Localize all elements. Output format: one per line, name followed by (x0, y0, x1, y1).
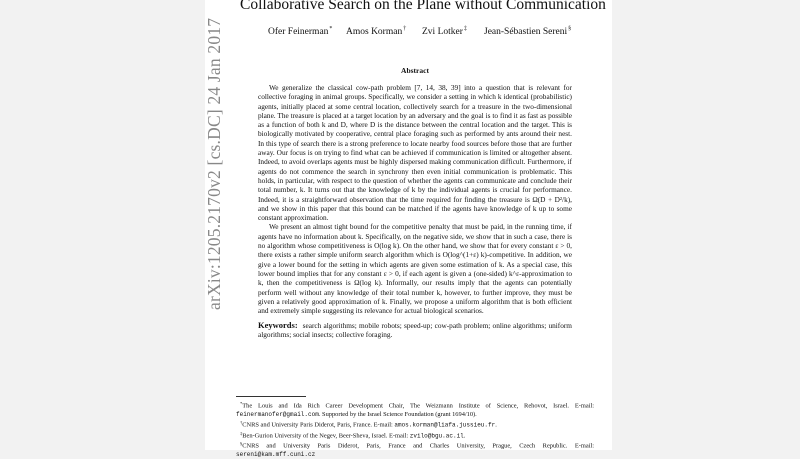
paper-title: Collaborative Search on the Plane without Communication (240, 0, 606, 13)
footnote-mark[interactable]: * (329, 26, 333, 32)
arxiv-identifier-stamp[interactable]: arXiv:1205.2170v2 [cs.DC] 24 Jan 2017 (204, 17, 224, 310)
keywords-label: Keywords: (258, 320, 298, 330)
footnote-mark[interactable]: ‡ (463, 26, 467, 32)
author-list (240, 26, 590, 42)
email-link[interactable]: feinermanofer@gmail.com (236, 410, 319, 418)
keywords-text: search algorithms; mobile robots; speed-up; cow-path problem; online algorithms; uniform algorithms; social insects; collective foraging. (258, 321, 572, 340)
author-name: Ofer Feinerman* (268, 26, 333, 37)
footnote: *The Louis and Ida Rich Career Development Chair, The Weizmann Institute of Science, Rehovot, Israel. E-mail: feinermanofer@gmail.com. Supported by the Israel Science Foundation (grant 1694/10). (236, 401, 594, 418)
abstract-heading: Abstract (401, 66, 429, 75)
footnote: ‡Ben-Gurion University of the Negev, Beer-Sheva, Israel. E-mail: zvilo@bgu.ac.il. (240, 430, 466, 440)
keywords-block (258, 321, 572, 340)
footnote: †CNRS and University Paris Diderot, Paris, France. E-mail: amos.korman@liafa.jussieu.fr. (240, 419, 497, 429)
footnote: §CNRS and University Paris Diderot, Paris, France and Charles University, Prague, Czech Republic. E-mail: sereni@kam.mff.cuni.cz (236, 441, 594, 459)
abstract-body (258, 83, 572, 315)
footnote-mark[interactable]: § (568, 26, 572, 32)
abstract-paragraph: We present an almost tight bound for the competitive penalty that must be paid, in the running time, if agents have no information about k. Specifically, on the negative side, we show that in such a case, there is no algorithm whose competitiveness is O(log k). On the other hand, we show that for every constant ε > 0, there exists a rather simple uniform search algorithm which is O(log^(1+ε) k)-competitive. In addition, we give a lower bound for the setting in which agents are given some estimation of k. As a special case, this lower bound implies that for any constant ε > 0, if each agent is given a (one-sided) k^ε-approximation to k, then the competitiveness is Ω(log k). Informally, our results imply that the agents can potentially perform well without any knowledge of their total number k, however, to further improve, they must be given a relatively good approximation of k. Finally, we propose a uniform algorithm that is both efficient and extremely simple suggesting its relevance for actual biological scenarios. (258, 222, 572, 316)
abstract-paragraph: We generalize the classical cow-path problem [7, 14, 38, 39] into a question that is relevant for collective foraging in animal groups. Specifically, we consider a setting in which k identical (probabilistic) agents, initially placed at some central location, collectively search for a treasure in the two-dimensional plane. The treasure is placed at a target location by an adversary and the goal is to find it as fast as possible as a function of both k and D, where D is the distance between the central location and the target. This is biologically motivated by cooperative, central place foraging such as performed by ants around their nest. In this type of search there is a strong preference to locate nearby food sources before those that are further away. Our focus is on trying to find what can be achieved if communication is limited or altogether absent. Indeed, to avoid overlaps agents must be highly dispersed making communication difficult. Furthermore, if agents do not commence the search in synchrony then even initial communication is problematic. This holds, in particular, with respect to the question of whether the agents can communicate and conclude their total number, k. It turns out that the knowledge of k by the individual agents is crucial for performance. Indeed, it is a straightforward observation that the time required for finding the treasure is Ω(D + D²/k), and we show in this paper that this bound can be matched if the agents have knowledge of k up to some constant approximation. (258, 83, 572, 223)
footnote-mark[interactable]: † (403, 26, 407, 32)
email-link[interactable]: sereni@kam.mff.cuni.cz (236, 451, 316, 459)
email-link[interactable]: amos.korman@liafa.jussieu.fr (394, 421, 496, 429)
author-name: Amos Korman† (346, 26, 407, 37)
author-name: Zvi Lotker‡ (422, 26, 467, 37)
email-link[interactable]: zvilo@bgu.ac.il (409, 432, 464, 440)
author-name: Jean-Sébastien Sereni§ (484, 26, 572, 37)
footnotes (236, 400, 594, 459)
footnote-divider (236, 396, 306, 397)
